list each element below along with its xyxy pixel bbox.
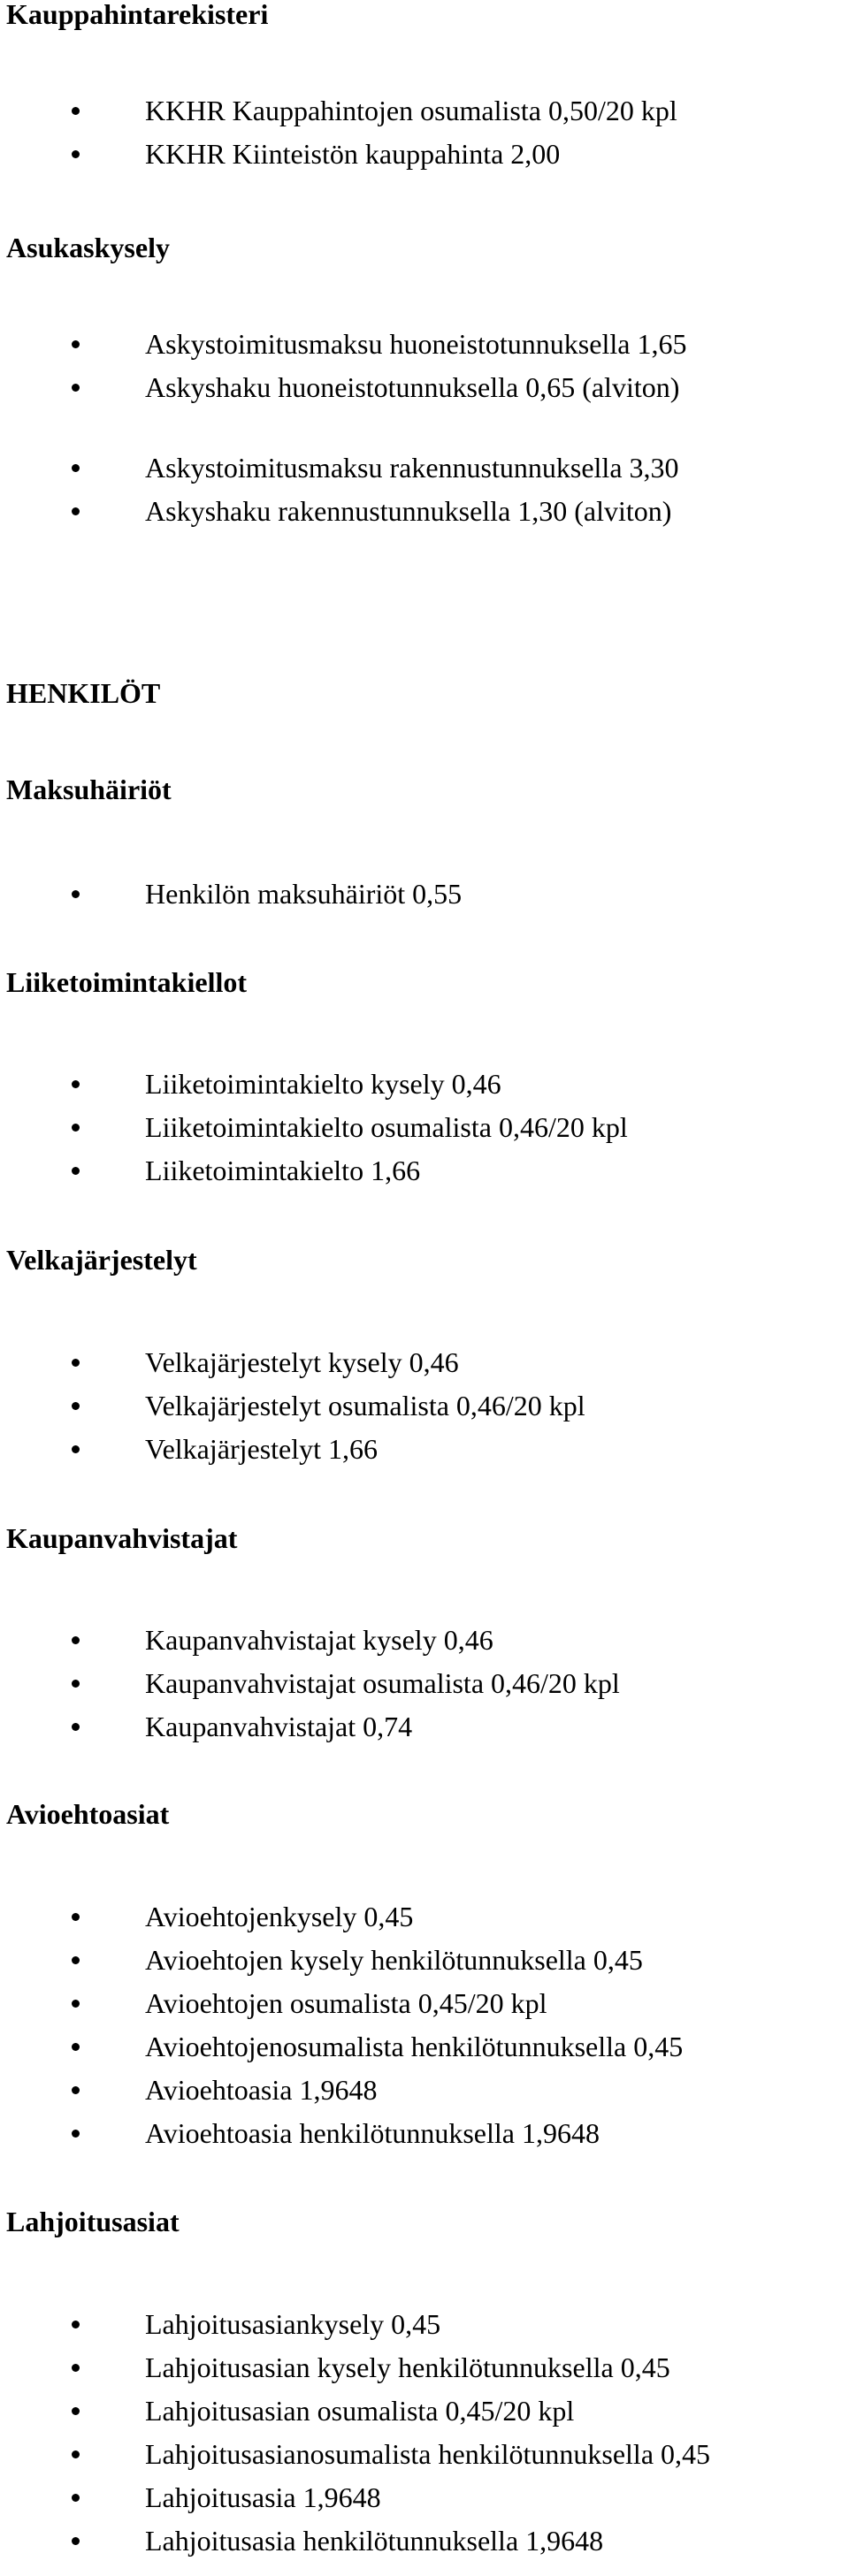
list-item-text: Avioehtoasia henkilötunnuksella 1,9648 <box>145 2117 600 2149</box>
list-item-text: Liiketoimintakielto kysely 0,46 <box>145 1068 501 1100</box>
list-item-text: Lahjoitusasiankysely 0,45 <box>145 2308 441 2340</box>
bullet-icon <box>72 2537 80 2545</box>
list-item-text: Kaupanvahvistajat 0,74 <box>145 1711 413 1742</box>
list-item-text: Lahjoitusasia 1,9648 <box>145 2481 381 2513</box>
list-item-text: Askystoimitusmaksu rakennustunnuksella 3,30 <box>145 452 679 484</box>
bullet-icon <box>72 1680 80 1688</box>
list-item-text: Lahjoitusasianosumalista henkilötunnuksella 0,45 <box>145 2438 711 2470</box>
bullet-icon <box>72 1636 80 1644</box>
bullet-icon <box>72 384 80 392</box>
bullet-icon <box>72 2000 80 2008</box>
bullet-icon <box>72 2321 80 2328</box>
list-item-text: Kaupanvahvistajat osumalista 0,46/20 kpl <box>145 1667 620 1699</box>
list-item-text: Avioehtojenosumalista henkilötunnuksella 0,45 <box>145 2031 684 2062</box>
section-heading-kaupanvahvistajat: Kaupanvahvistajat <box>6 1522 238 1554</box>
list-item-text: Avioehtojenkysely 0,45 <box>145 1901 414 1932</box>
section-heading-asukaskysely: Asukaskysely <box>6 232 170 263</box>
section-heading-kauppahintarekisteri: Kauppahintarekisteri <box>6 0 269 30</box>
bullet-icon <box>72 464 80 472</box>
list-item-text: KKHR Kauppahintojen osumalista 0,50/20 kpl <box>145 95 677 126</box>
list-item-text: Lahjoitusasian kysely henkilötunnuksella 0,45 <box>145 2351 670 2383</box>
bullet-icon <box>72 2364 80 2372</box>
bullet-icon <box>72 1445 80 1453</box>
list-item-text: Liiketoimintakielto osumalista 0,46/20 kpl <box>145 1111 628 1143</box>
bullet-icon <box>72 1359 80 1367</box>
list-item-text: Lahjoitusasia henkilötunnuksella 1,9648 <box>145 2525 604 2557</box>
list-item-text: Kaupanvahvistajat kysely 0,46 <box>145 1624 493 1656</box>
bullet-icon <box>72 1956 80 1964</box>
list-item-text: Askyshaku huoneistotunnuksella 0,65 (alviton) <box>145 371 680 403</box>
list-item-text: Lahjoitusasian osumalista 0,45/20 kpl <box>145 2395 575 2427</box>
bullet-icon <box>72 1402 80 1410</box>
bullet-icon <box>72 2407 80 2415</box>
list-item-text: Avioehtojen kysely henkilötunnuksella 0,45 <box>145 1944 643 1976</box>
bullet-icon <box>72 1723 80 1731</box>
bullet-icon <box>72 2494 80 2502</box>
section-heading-liiketoimintakiellot: Liiketoimintakiellot <box>6 966 247 998</box>
bullet-icon <box>72 1167 80 1175</box>
bullet-icon <box>72 150 80 158</box>
list-item-text: Askystoimitusmaksu huoneistotunnuksella 1,65 <box>145 328 687 360</box>
section-heading-velkajarjestelyt: Velkajärjestelyt <box>6 1244 197 1276</box>
list-item-text: Velkajärjestelyt osumalista 0,46/20 kpl <box>145 1390 585 1421</box>
list-item-text: Avioehtoasia 1,9648 <box>145 2074 378 2106</box>
bullet-icon <box>72 507 80 515</box>
list-item-text: Liiketoimintakielto 1,66 <box>145 1155 421 1186</box>
section-heading-avioehtoasiat: Avioehtoasiat <box>6 1798 170 1830</box>
list-item-text: Velkajärjestelyt 1,66 <box>145 1433 379 1465</box>
section-heading-henkilot: HENKILÖT <box>6 677 161 709</box>
bullet-icon <box>72 107 80 115</box>
list-item-text: Velkajärjestelyt kysely 0,46 <box>145 1346 459 1378</box>
bullet-icon <box>72 1080 80 1088</box>
bullet-icon <box>72 1913 80 1921</box>
bullet-icon <box>72 2450 80 2458</box>
bullet-icon <box>72 1124 80 1132</box>
bullet-icon <box>72 2043 80 2051</box>
bullet-icon <box>72 340 80 348</box>
section-heading-maksuhairiot: Maksuhäiriöt <box>6 774 172 805</box>
section-heading-lahjoitusasiat: Lahjoitusasiat <box>6 2206 180 2237</box>
bullet-icon <box>72 2086 80 2094</box>
bullet-icon <box>72 890 80 898</box>
list-item-text: Henkilön maksuhäiriöt 0,55 <box>145 878 463 910</box>
bullet-icon <box>72 2130 80 2138</box>
list-item-text: KKHR Kiinteistön kauppahinta 2,00 <box>145 138 561 170</box>
list-item-text: Avioehtojen osumalista 0,45/20 kpl <box>145 1987 547 2019</box>
list-item-text: Askyshaku rakennustunnuksella 1,30 (alviton) <box>145 495 672 527</box>
